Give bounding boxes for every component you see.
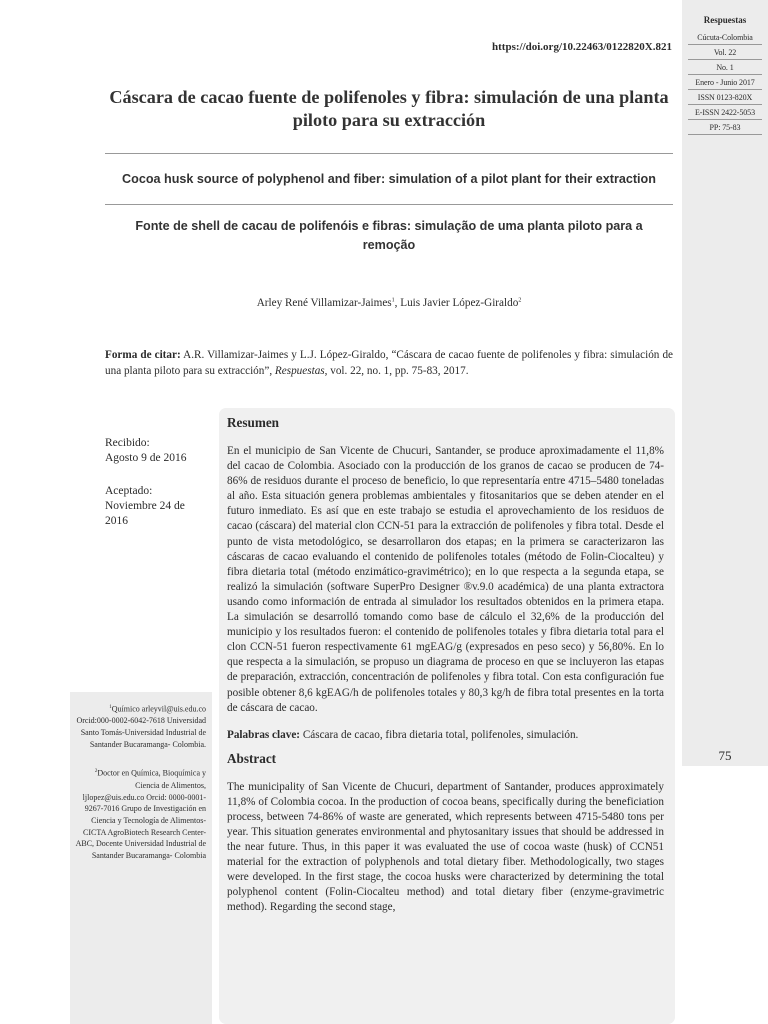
- article-title-english: Cocoa husk source of polyphenol and fiber: simulation of a pilot plant for their extraction: [122, 172, 656, 186]
- title-divider-bottom: [105, 204, 673, 205]
- journal-name: Respuestas: [703, 15, 747, 25]
- accepted-label: Aceptado:: [105, 485, 153, 497]
- citation-label: Forma de citar:: [105, 349, 181, 361]
- author-name: Arley René Villamizar-Jaimes: [256, 297, 392, 309]
- affiliation-text: Doctor en Química, Bioquímica y Ciencia de Alimentos, ljlopez@uis.edu.co Orcid: 0000-0001-9267-7016 Grupo de Investigación en Ciencia y Tecnología de Alimentos- CICTA AgroBiotech Research Center-ABC, Docente Universidad Industrial de Santander Bucaramanga- Colombia: [75, 769, 206, 861]
- journal-volume: Vol. 22: [688, 45, 762, 60]
- citation-block: [105, 347, 673, 379]
- keywords-label: Palabras clave:: [227, 728, 301, 741]
- abstract-text: The municipality of San Vicente de Chucuri, department of Santander, produces approximately 11,8% of Colombia cocoa. In the production of cocoa beans, specifically during the beneficiation process, between 74-86% of waste are generated, which represents between 4715-5480 tons per year. This situation generates environmental and phytosanitary issues that should be addressed in the near future. Thus, in this paper it was evaluated the use of cocoa waste (husk) of CCN51 material for the extraction of polyphenols and total dietary fiber. Methodologically, two stages were developed. In the first stage, the cocoa husks were characterized by determining the total polyphenol content (Folin-Ciocalteu method) and total dietary fiber (enzyme-gravimetric method). Regarding the second stage,: [227, 780, 664, 914]
- journal-period: Enero - Junio 2017: [688, 75, 762, 90]
- citation-details: , vol. 22, no. 1, pp. 75-83, 2017.: [324, 365, 469, 377]
- affiliation-1: [74, 702, 206, 750]
- page-number: 75: [718, 748, 732, 763]
- citation-text: A.R. Villamizar-Jaimes y L.J. López-Giraldo, “Cáscara de cacao fuente de polifenoles y fibra: simulación de una planta piloto para su extracción”,: [105, 349, 674, 377]
- journal-location: Cúcuta-Colombia: [688, 30, 762, 45]
- title-divider-top: [105, 153, 673, 154]
- doi-link[interactable]: https://doi.org/10.22463/0122820X.821: [492, 41, 672, 53]
- journal-issue: No. 1: [688, 60, 762, 75]
- author-name: Luis Javier López-Giraldo: [400, 297, 519, 309]
- resumen-text: En el municipio de San Vicente de Chucuri, Santander, se produce aproximadamente el 11,8% del cacao de Colombia. Asociado con la producción de los granos de cacao se producen de 74-86% de residuos durante el proceso de beneficio, lo que representaría entre 4715–5480 toneladas al año. Esta situación genera problemas ambientales y fitosanitarios que se deben atender en el futuro inmediato. Es así que en este trabajo se estudia el aprovechamiento de los residuos de cacao (cáscara) del material clon CCN-51 para la extracción de polifenoles y fibra total. Desde el punto de vista metodológico, se desarrollaron dos etapas; en la primera se caracterizaron las cáscaras de cacao evaluando el contenido de polifenoles totales (método de Folin-Ciocalteu) y fibra dietaria total (método enzimático-gravimétrico); en lo que respecta a la segunda etapa, se realizó la simulación (software SuperPro Designer ®v.9.0 académica) de una planta extractora usando como información de entrada al simulador los resultados obtenidos en la primera etapa. La simulación se desarrolló tomando como base de cálculo el 32,6% de la producción del municipio y los resultados fueron: el contenido de polifenoles totales y fibra dietaria total para el clon CCN-51 fueron respectivamente 61 mgEAG/g (expresados en peso seco) y 56,80%. En lo que respecta a la simulación, se propuso un diagrama de proceso en que se incluyeron las etapas de preparación, extracción, concentración de polifenoles y fibra total. Con esta configuración fue posible obtener 8,6 kgEAG/h de polifenoles totales y 80,3 kg/h de fibra total presentes en la torta de cáscara de cacao.: [227, 445, 664, 714]
- journal-pages: PP: 75-83: [688, 120, 762, 135]
- resumen-heading: Resumen: [227, 415, 280, 430]
- accepted-date: Noviembre 24 de 2016: [105, 500, 185, 527]
- keywords: [227, 729, 664, 741]
- journal-eissn: E-ISSN 2422-5053: [688, 105, 762, 120]
- article-dates: [105, 436, 205, 529]
- affiliation-2: [74, 766, 206, 861]
- abstract-box: [219, 408, 675, 1024]
- received-date: Agosto 9 de 2016: [105, 452, 187, 464]
- affiliation-mark: 2: [94, 769, 98, 775]
- journal-info-sidebar: [682, 0, 768, 766]
- author-separator: ,: [394, 297, 401, 309]
- author-affiliation-mark: 2: [518, 297, 522, 304]
- affiliation-mark: 1: [109, 705, 112, 710]
- keywords-text: Cáscara de cacao, fibra dietaria total, polifenoles, simulación.: [300, 728, 579, 741]
- author-affiliation-mark: 1: [391, 297, 395, 304]
- citation-journal: Respuestas: [274, 365, 325, 377]
- author-list: [105, 297, 673, 309]
- affiliation-text: Químico arleyvil@uis.edu.co Orcid:000-0002-6042-7618 Universidad Santo Tomás-Universidad Industrial de Santander Bucaramanga- Colombia.: [76, 704, 206, 749]
- article-title-portuguese: Fonte de shell de cacau de polifenóis e fibras: simulação de uma planta piloto para a remoção: [135, 219, 643, 252]
- journal-issn: ISSN 0123-820X: [688, 90, 762, 105]
- journal-meta-list: [688, 30, 762, 135]
- affiliations-box: [70, 692, 212, 1024]
- abstract-heading: Abstract: [227, 750, 277, 766]
- article-title-spanish: Cáscara de cacao fuente de polifenoles y fibra: simulación de una planta piloto para su extracción: [109, 87, 669, 130]
- received-label: Recibido:: [105, 437, 150, 449]
